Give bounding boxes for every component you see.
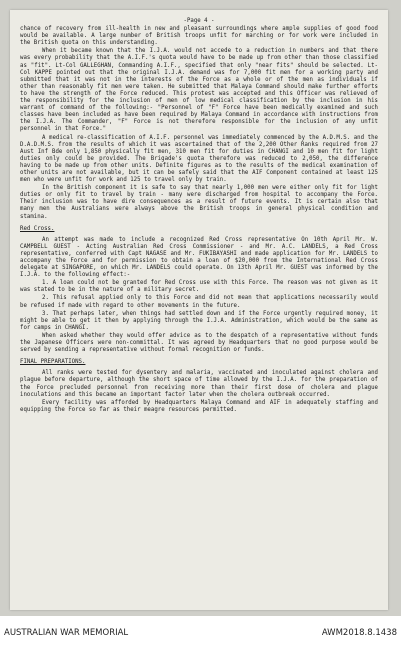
paragraph: A medical re-classification of A.I.F. personnel was immediately commenced by the A.D.M.S. and the D.A.D.M.S. from the results of which it was ascertained that of the 2,200 Other Ranks required from 27 Aust Inf Bde only 1,850 physically fit men, 310 men fit for duties in CHANGI and 10 men fit for light duties only could be provided. The Brigade's quota therefore was reduced to 2,050, the difference having to be made up from other units. Definite figures as to the results of the medical examination of other units are not available, but it can be safely said that the AIF Component contained at least 125 men who were unfit for work and 125 to travel only by train. [20,134,378,184]
archive-footer [0,616,401,653]
paragraph: When asked whether they would offer advice as to the despatch of a representative without funds the Japanese Officers were non-committal. It was agreed by Headquarters that no good purpose would be served by sending a representative without formal recognition or funds. [20,332,378,354]
page-number: -Page 4 - [183,18,215,24]
paragraph: Every facility was afforded by Headquarters Malaya Command and AIF in adequately staffing and equipping the Force so far as their meagre resources permitted. [20,399,378,413]
institution-name: AUSTRALIAN WAR MEMORIAL [4,628,129,638]
numbered-item: 3. That perhaps later, when things had settled down and if the Force urgently required money, it might be able to get it then by applying through the I.J.A. Administration, which would be the same as for camps in CHANGI. [20,310,378,331]
numbered-item: 1. A loan could not be granted for Red Cross use with this Force. The reason was not given as it was stated to be in the nature of a military secret. [20,280,378,294]
paragraph: An attempt was made to include a recognized Red Cross representative On 10th April Mr. W. CAMPBELL GUEST - Acting Australian Red Cross Commissioner - and Mr. A.C. LANDELS, a Red Cross representative, conferred with Capt NAGASE and Mr. FUKIBAYASHI and made application for Mr. LANDELS to accompany the Force and for permission to obtain a loan of $20,000 from the International Red Cross delegate at SINGAPORE, on which Mr. LANDELS could operate. On 13th April Mr. GUEST was informed by the I.J.A. to the following effect:- [20,236,378,279]
document-body [20,18,378,415]
paragraph: When it became known that the I.J.A. would not accede to a reduction in numbers and that there was every probability that the A.I.F.'s quota would have to be made up from other than those classified as "fit". Lt-Col GALLEGHAN, Commanding A.I.F., specified that only "near fits" should be selected. Lt-Col KAPPE pointed out that the original I.J.A. demand was for 7,000 fit men for a working party and submitted that it was not in the interests of the Force as a whole or of the men as individuals if other than reasonably fit men were taken. He submitted that Malaya Command should make further efforts to have the strength of the Force reduced. This protest was accepted and this Officer was relieved of the responsibility for the inclusion of men of low medical classification by the inclusion in his warrant of command of the following:- "Personnel of "F" Force have been medically examined and such classes have been included as have been required by Malaya Command in accordance with instructions from the I.J.A. The Commander, "F" Force is not therefore responsible for the inclusion of any unfit personnel in that Force." [20,48,378,133]
archive-reference: AWM2018.8.1438 [321,628,397,638]
section-heading-red-cross: Red Cross. [20,225,55,232]
paragraph: In the British component it is safe to say that nearly 1,000 men were either only fit for light duties or only fit to travel by train - many were discharged from hospital to accompany the Force. Their inclusion was to have dire consequences as a result of future events. It is certain also that many men the Australians were always above the British troops in general physical condition and stamina. [20,185,378,220]
section-heading-final-preparations: FINAL PREPARATIONS. [20,359,86,366]
paragraph: All ranks were tested for dysentery and malaria, vaccinated and inoculated against cholera and plague before departure, although the short space of time allowed by the I.J.A. for the preparation of the Force precluded personnel from receiving more than their first dose of cholera and plague inoculations and this became an important factor later when the cholera outbreak occurred. [20,370,378,398]
paragraph: chance of recovery from ill-health in new and pleasant surroundings where ample supplies of good food would be available. A large number of British troops unfit for marching or for work were included in the British quota on this understanding. [20,26,378,47]
numbered-item: 2. This refusal applied only to this Force and did not mean that applications necessarily would be refused if made with regard to other movements in the future. [20,295,378,309]
